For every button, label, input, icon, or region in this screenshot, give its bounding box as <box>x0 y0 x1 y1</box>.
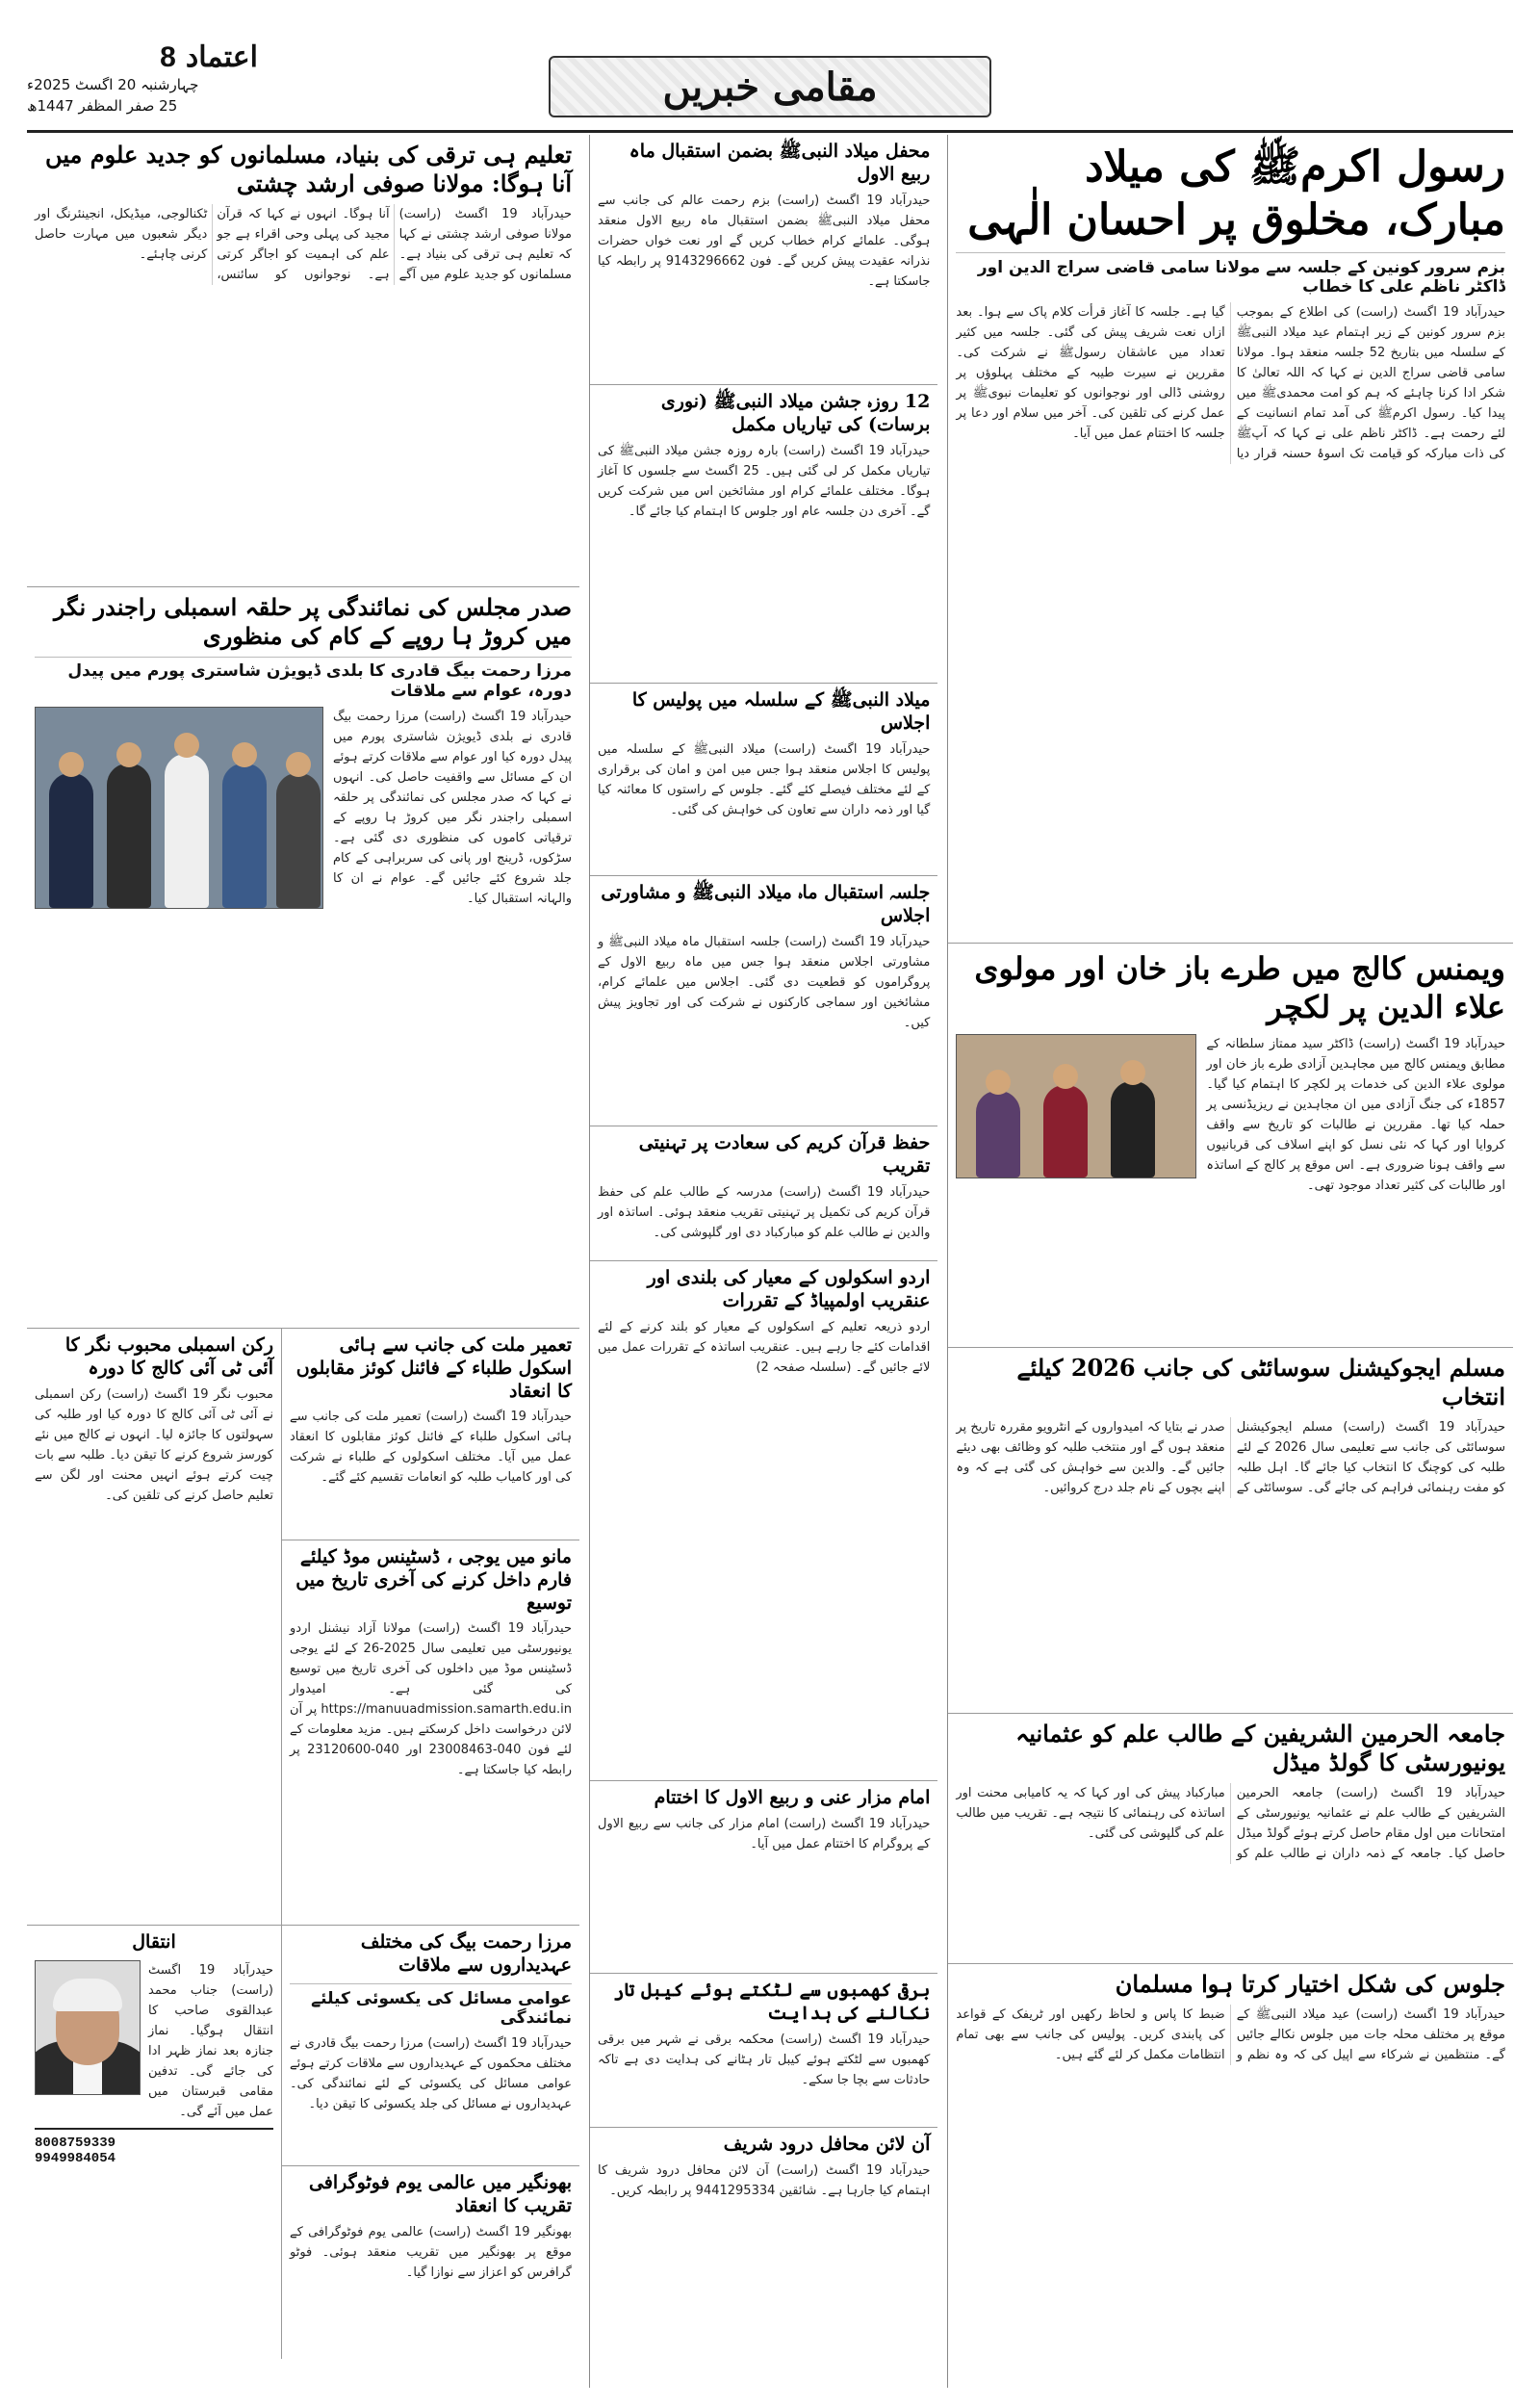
story-body: حیدرآباد 19 اگسٹ (راست) محکمہ برقی نے شہر میں برقی کھمبوں سے لٹکتے ہوئے کیبل تار ہٹانے کی ہدایت دی ہے تاکہ حادثات سے بچا جا سکے۔ <box>598 2032 931 2087</box>
headline: امام مزار عنی و ربیع الاول کا اختتام <box>654 1787 931 1808</box>
story-body: حیدرآباد 19 اگسٹ (راست) مولانا آزاد نیشنل اردو یونیورسٹی میں تعلیمی سال 2025-26 کے لئے یوجی ڈسٹینس موڈ میں داخلوں کی آخری تاریخ میں توسیع کی گئی ہے۔ امیدوار https://manuuadmission.samarth.edu.in پر آن لائن درخواست داخل کرسکتے ہیں۔ مزید معلومات کے لئے فون 040-23008463 اور 040-23120600 پر رابطہ کیا جاسکتا ہے۔ <box>290 1621 572 1778</box>
headline: بھونگیر میں عالمی یوم فوٹوگرافی تقریب کا انعقاد <box>308 2172 572 2216</box>
masthead <box>27 27 1513 133</box>
story-twelve-day[interactable] <box>590 385 937 684</box>
portrait-hair <box>53 1979 122 2011</box>
story-body: حیدرآباد 19 اگسٹ (راست) تعمیر ملت کی جانب سے ہائی اسکول طلباء کے فائنل کوئز مقابلوں کا انعقاد عمل میں آیا۔ مختلف اسکولوں کے طلباء نے شرکت کی اور کامیاب طلبہ کو انعامات تقسیم کئے گئے۔ <box>290 1410 572 1486</box>
story-intiqal[interactable] <box>27 1926 281 2359</box>
story-school-quiz[interactable] <box>282 1329 579 1540</box>
person-head <box>59 752 84 777</box>
story-body: حیدرآباد 19 اگسٹ (راست) آن لائن محافل درود شریف کا اہتمام کیا جارہا ہے۔ شائقین 9441295334 پر رابطہ کریں۔ <box>598 2162 931 2198</box>
person-figure <box>1043 1085 1088 1178</box>
headline: میلاد النبیﷺ کے سلسلہ میں پولیس کا اجلاس <box>631 689 931 734</box>
kicker: عوامی مسائل کی یکسوئی کیلئے نمائندگی <box>290 1983 572 2028</box>
person-head <box>286 752 311 777</box>
person-figure <box>107 764 151 908</box>
story-body: حیدرآباد 19 اگسٹ (راست) کی اطلاع کے بموجب بزم سرور کونین کے زیر اہتمام عید میلاد النبیﷺ کے سلسلہ میں بتاریخ 52 جلسہ منعقد ہوا۔ مولانا سامی قاضی سراج الدین نے کہا کہ اللہ تعالیٰ کا شکر ادا کرنا چاہئے کہ ہم کو امت محمدیﷺ میں پیدا کیا۔ رسول اکرمﷺ کی آمد تمام انسانیت کے لئے رحمت ہے۔ ڈاکٹر ناظم علی نے کہا کہ آپﷺ کی ذات مبارکہ کو قیامت تک اسوۂ حسنہ قرار دیا گیا ہے۔ جلسہ کا آغاز قرأت کلام پاک سے ہوا۔ بعد ازاں نعت شریف پیش کی گئی۔ جلسہ میں کثیر تعداد میں عاشقان رسولﷺ نے شرکت کی۔ مقررین نے سیرت طیبہ کے مختلف پہلوؤں پر روشنی ڈالی اور نوجوانوں کو تعلیمات نبویﷺ پر عمل کرنے کی تلقین کی۔ آخر میں سلام اور دعا پر جلسہ کا اختتام عمل میں آیا۔ <box>956 305 1505 461</box>
page-number: 8 <box>160 41 176 73</box>
person-figure <box>276 773 321 908</box>
divider <box>35 2128 273 2130</box>
lower-left-grid <box>27 1329 579 2359</box>
story-body: حیدرآباد 19 اگسٹ (راست) میلاد النبیﷺ کے سلسلہ میں پولیس کا اجلاس منعقد ہوا جس میں امن و امان کی برقراری کے لئے مختلف فیصلے کئے گئے۔ جلوس کے راستوں کا معائنہ کیا گیا اور ذمہ داران سے تعاون کی خواہش کی گئی۔ <box>598 741 931 817</box>
story-milad-main[interactable] <box>948 135 1513 944</box>
headline: حفظ قرآن کریم کی سعادت پر تہنیتی تقریب <box>638 1132 931 1177</box>
story-rukn-assembly[interactable] <box>27 1329 281 1926</box>
story-body: محبوب نگر 19 اگسٹ (راست) رکن اسمبلی نے آئی ٹی آئی کالج کا دورہ کیا اور طلبہ کی سہولتوں کا جائزہ لیا۔ انہوں نے کالج میں نئے کورسز شروع کرنے کا تیقن دیا۔ طلبہ سے بات چیت کرتے ہوئے انہیں محنت اور لگن سے تعلیم حاصل کرنے کی تلقین کی۔ <box>35 1386 274 1503</box>
story-urdu-schools[interactable] <box>590 1261 937 1781</box>
story-body: حیدرآباد 19 اگسٹ (راست) امام مزار کی جانب سے ربیع الاول کے پروگرام کا اختتام عمل میں آیا۔ <box>598 1816 931 1851</box>
date-hijri: 25 صفر المظفر 1447ھ <box>27 97 178 115</box>
story-body: حیدرآباد 19 اگسٹ (راست) مرزا رحمت بیگ قادری نے مختلف محکموں کے عہدیداروں سے ملاقات کرتے ہوئے عوامی مسائل کی یکسوئی کے لئے نمائندگی کی۔ عہدیداروں نے مسائل کی جلد یکسوئی کا تیقن دیا۔ <box>290 2035 572 2111</box>
story-manuu[interactable] <box>282 1540 579 1926</box>
headline: 12 روزہ جشن میلاد النبیﷺ (نوری برسات) کی تیاریاں مکمل <box>660 391 931 435</box>
headline: مرزا رحمت بیگ کی مختلف عہدیداروں سے ملاقات <box>360 1931 572 1976</box>
lower-left-right-subcol <box>281 1329 579 2359</box>
section-banner <box>549 56 991 117</box>
section-title: مقامی خبریں <box>662 64 878 110</box>
story-body: حیدرآباد 19 اگسٹ (راست) جلسہ استقبال ماہ میلاد النبیﷺ و مشاورتی اجلاس منعقد ہوا جس میں ماہ ربیع الاول کے پروگراموں کو قطعیت دی گئی۔ اجلاس میں علمائے کرام، مشائخین اور سماجی کارکنوں نے شرکت کی اور تجاویز پیش کیں۔ <box>598 934 931 1030</box>
person-head <box>174 733 199 758</box>
story-layout <box>35 707 572 909</box>
story-body: حیدرآباد 19 اگسٹ (راست) عید میلاد النبیﷺ کے موقع پر مختلف محلہ جات میں جلوس نکالے جائیں گے۔ منتظمین نے شرکاء سے اپیل کی کہ وہ نظم و ضبط کا پاس و لحاظ رکھیں اور ٹریفک کے قواعد کی پابندی کریں۔ پولیس کی جانب سے بھی تمام انتظامات مکمل کر لئے گئے ہیں۔ <box>956 2007 1505 2062</box>
lower-left-left-subcol <box>27 1329 281 2359</box>
story-photography[interactable] <box>282 2166 579 2359</box>
page-number-row <box>27 40 258 74</box>
story-talimat[interactable] <box>27 135 579 587</box>
headline: جامعہ الحرمین الشریفین کے طالب علم کو عثمانیہ یونیورسٹی کا گولڈ میڈل <box>1015 1720 1505 1776</box>
person-head <box>1053 1064 1078 1089</box>
kicker: بزم سرور کونین کے جلسہ سے مولانا سامی قاضی سراج الدین اور ڈاکٹر ناظم علی کا خطاب <box>956 252 1505 297</box>
story-womens-college[interactable] <box>948 944 1513 1348</box>
left-column <box>27 135 579 2388</box>
story-mirza-rahmat[interactable] <box>282 1926 579 2166</box>
person-head <box>116 742 141 767</box>
story-body: حیدرآباد 19 اگسٹ (راست) جناب محمد عبدالقوی صاحب کا انتقال ہوگیا۔ نماز جنازہ بعد نماز ظہر ادا کی جائے گی۔ تدفین مقامی قبرستان میں عمل میں آئے گی۔ <box>148 1962 273 2119</box>
headline: رسول اکرمﷺ کی میلاد مبارک، مخلوق پر احسان الٰہی <box>967 142 1505 245</box>
headline: برقی کھمبوں سے لٹکتے ہوئے کیبل تار نکالنے کی ہدایت <box>613 1980 931 2024</box>
obituary-portrait <box>35 1960 141 2095</box>
headline: تعمیر ملت کی جانب سے ہائی اسکول طلباء کے فائنل کوئز مقابلوں کا انعقاد <box>295 1334 572 1402</box>
person-head <box>986 1070 1011 1095</box>
person-head <box>1120 1060 1145 1085</box>
story-istiqbal-mushawarat[interactable] <box>590 876 937 1126</box>
person-figure <box>976 1091 1020 1178</box>
person-figure <box>165 754 209 908</box>
date-gregorian: چہارشنبہ 20 اگسٹ 2025ء <box>27 76 199 93</box>
headline: اردو اسکولوں کے معیار کی بلندی اور عنقریب اولمپیاڈ کے تقررات <box>647 1267 931 1311</box>
headline: تعلیم ہی ترقی کی بنیاد، مسلمانوں کو جدید علوم میں آنا ہوگا: مولانا صوفی ارشد چشتی <box>45 141 572 197</box>
story-police-meeting[interactable] <box>590 684 937 876</box>
event-photo <box>956 1034 1196 1178</box>
columns <box>27 135 1513 2388</box>
headline: جلسہ استقبال ماہ میلاد النبیﷺ و مشاورتی اجلاس <box>601 882 931 926</box>
story-body: اردو ذریعہ تعلیم کے اسکولوں کے معیار کو بلند کرنے کے لئے اقدامات کئے جا رہے ہیں۔ عنقریب اساتذہ کے تقررات عمل میں لائے جائیں گے۔ (سلسلہ صفحہ 2) <box>598 1319 931 1375</box>
person-figure <box>49 773 93 908</box>
story-layout <box>956 1034 1505 1196</box>
story-hifz-quran[interactable] <box>590 1126 937 1261</box>
story-juloos[interactable] <box>948 1964 1513 2368</box>
story-online-mahfil[interactable] <box>590 2128 937 2340</box>
contact-number: 8008759339 <box>35 2135 116 2151</box>
headline: محفل میلاد النبیﷺ بضمن استقبال ماہ ربیع الاول <box>629 141 931 185</box>
obituary-layout <box>35 1960 273 2122</box>
page-info <box>27 40 258 116</box>
story-body: حیدرآباد 19 اگسٹ (راست) مرزا رحمت بیگ قادری نے بلدی ڈیویژن شاستری پورم میں پیدل دورہ کیا اور عوام سے ملاقات کرتے ہوئے ان کے مسائل سے واقفیت حاصل کی۔ انہوں نے کہا کہ صدر مجلس کی نمائندگی پر حلقہ اسمبلی راجندر نگر میں کروڑ ہا روپے کے ترقیاتی کاموں کی منظوری دی گئی ہے۔ سڑکوں، ڈرینج اور پانی کی سربراہی کے کام جلد شروع کئے جائیں گے۔ عوام نے ان کا والہانہ استقبال کیا۔ <box>333 710 572 906</box>
person-figure <box>1111 1081 1155 1178</box>
middle-column <box>589 135 937 2388</box>
story-mahfil-milad[interactable] <box>590 135 937 385</box>
newspaper-logo: اعتماد <box>185 40 258 74</box>
story-body: حیدرآباد 19 اگسٹ (راست) بارہ روزہ جشن میلاد النبیﷺ کی تیاریاں مکمل کر لی گئی ہیں۔ 25 اگسٹ سے جلسوں کا آغاز ہوگا۔ مختلف علمائے کرام اور مشائخین اس میں شرکت کریں گے۔ آخری دن جلسہ عام اور جلوس کا اہتمام کیا جائے گا۔ <box>598 443 931 519</box>
headline: صدر مجلس کی نمائندگی پر حلقہ اسمبلی راجندر نگر میں کروڑ ہا روپے کے کام کی منظوری <box>54 593 572 650</box>
story-body: حیدرآباد 19 اگسٹ (راست) بزم رحمت عالم کی جانب سے محفل میلاد النبیﷺ بضمن استقبال ماہ ربیع الاول منعقد ہوگی۔ علمائے کرام خطاب کریں گے اور نعت خواں حضرات نذرانہ عقیدت پیش کریں گے۔ فون 9143296662 پر رابطہ کیا جاسکتا ہے۔ <box>598 193 931 289</box>
story-body: حیدرآباد 19 اگسٹ (راست) جامعہ الحرمین الشریفین کے طالب علم نے عثمانیہ یونیورسٹی کے امتحانات میں اول مقام حاصل کرتے ہوئے گولڈ میڈل حاصل کیا۔ جامعہ کے ذمہ داران نے طالب علم کو مبارکباد پیش کی اور کہا کہ یہ کامیابی محنت اور اساتذہ کی رہنمائی کا نتیجہ ہے۔ تقریب میں طالب علم کی گلپوشی کی گئی۔ <box>956 1786 1505 1861</box>
headline: انتقال <box>132 1931 176 1953</box>
story-jamia-medal[interactable] <box>948 1714 1513 1964</box>
headline: مانو میں یوجی ، ڈسٹینس موڈ کیلئے فارم داخل کرنے کی آخری تاریخ میں توسیع <box>295 1546 572 1614</box>
story-body: حیدرآباد 19 اگسٹ (راست) مسلم ایجوکیشنل سوسائٹی کی جانب سے تعلیمی سال 2026 کے لئے طلبہ کی کوچنگ کا انتخاب کیا جائے گا۔ اہل طلبہ کو مفت رہنمائی فراہم کی جائے گی۔ سوسائٹی کے صدر نے بتایا کہ امیدواروں کے انٹرویو مقررہ تاریخ پر منعقد ہوں گے اور منتخب طلبہ کو وظائف بھی دیئے جائیں گے۔ والدین سے خواہش کی گئی ہے کہ وہ اپنے بچوں کے نام جلد درج کروائیں۔ <box>956 1420 1505 1495</box>
person-figure <box>222 764 267 908</box>
headline: مسلم ایجوکیشنل سوسائٹی کی جانب 2026 کیلئے انتخاب <box>1016 1354 1505 1411</box>
kicker: مرزا رحمت بیگ قادری کا بلدی ڈیویژن شاستری پورم میں پیدل دورہ، عوام سے ملاقات <box>35 657 572 701</box>
right-column <box>947 135 1513 2388</box>
headline: ویمنس کالج میں طرے باز خان اور مولوی علاء الدین پر لکچر <box>974 950 1505 1025</box>
person-head <box>232 742 257 767</box>
story-body: حیدرآباد 19 اگسٹ (راست) مدرسہ کے طالب علم کی حفظ قرآن کریم کی تکمیل پر تہنیتی تقریب منعقد ہوئی۔ اساتذہ اور والدین نے طالب علم کو مبارکباد دی اور گلپوشی کی۔ <box>598 1184 931 1240</box>
headline: جلوس کی شکل اختیار کرتا ہوا مسلمان <box>1115 1970 1505 1998</box>
headline: آن لائن محافل درود شریف <box>723 2134 931 2155</box>
story-muslim-society[interactable] <box>948 1348 1513 1714</box>
story-body: بھونگیر 19 اگسٹ (راست) عالمی یوم فوٹوگرافی کے موقع پر بھونگیر میں تقریب منعقد ہوئی۔ فوٹو گرافرس کو اعزاز سے نوازا گیا۔ <box>290 2224 573 2280</box>
story-iman-mazar[interactable] <box>590 1781 937 1974</box>
story-barqi[interactable] <box>590 1974 937 2128</box>
story-body: حیدرآباد 19 اگسٹ (راست) ڈاکٹر سید ممتاز سلطانہ کے مطابق ویمنس کالج میں مجاہدین آزادی طرے باز خان اور مولوی علاء الدین کی خدمات پر لکچر کا اہتمام کیا گیا۔ 1857ء کی جنگ آزادی میں ان مجاہدین نے ریزیڈنسی پر حملہ کیا تھا۔ مقررین نے طالبات کو تاریخ سے واقف کروایا اور کہا کہ نئی نسل کو اپنے اسلاف کی قربانیوں سے واقف ہونا ضروری ہے۔ اس موقع پر کالج کے اساتذہ اور طالبات کی کثیر تعداد موجود تھی۔ <box>1206 1037 1505 1193</box>
contact-number: 9949984054 <box>35 2150 116 2166</box>
story-sadr-majlis[interactable] <box>27 587 579 1329</box>
story-body: حیدرآباد 19 اگسٹ (راست) مولانا صوفی ارشد چشتی نے کہا کہ تعلیم ہی ترقی کی بنیاد ہے۔ مسلمانوں کو جدید علوم میں آگے آنا ہوگا۔ انہوں نے کہا کہ قرآن مجید کی پہلی وحی اقراء ہے جو علم کی اہمیت کو اجاگر کرتی ہے۔ نوجوانوں کو سائنس، ٹکنالوجی، میڈیکل، انجینئرنگ اور دیگر شعبوں میں مہارت حاصل کرنی چاہئے۔ <box>35 207 572 282</box>
news-photo <box>35 707 323 909</box>
headline: رکن اسمبلی محبوب نگر کا آئی ٹی آئی کالج کا دورہ <box>64 1334 273 1379</box>
